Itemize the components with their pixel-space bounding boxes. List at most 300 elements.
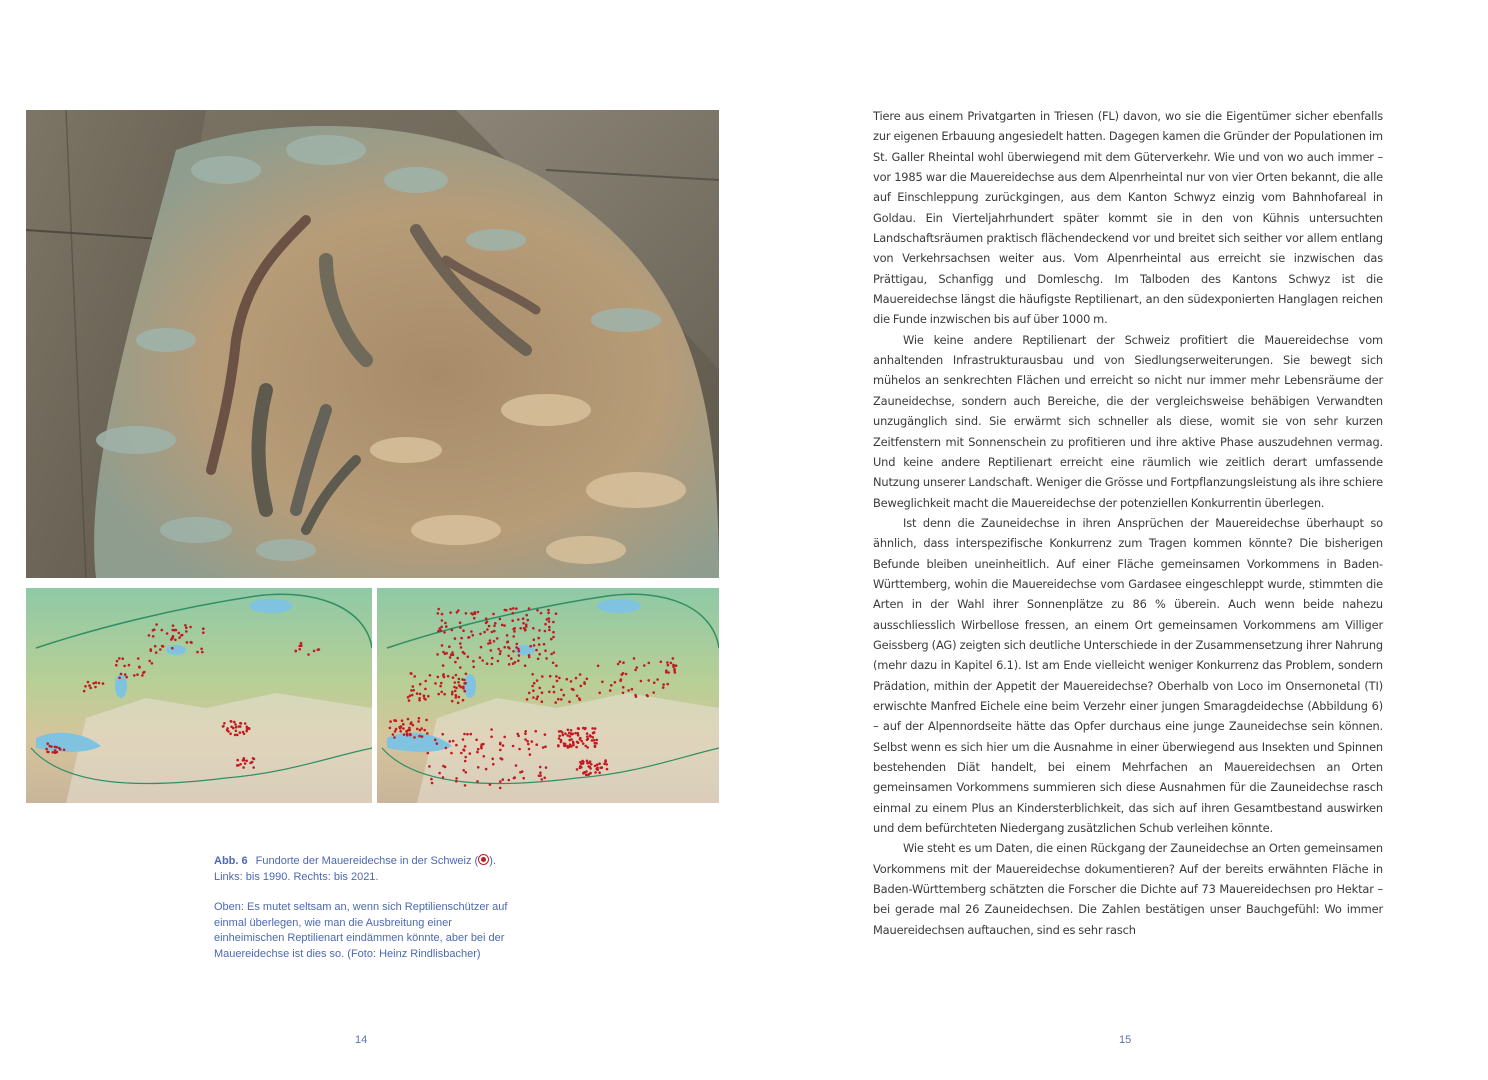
caption-line1-end: ). bbox=[489, 855, 496, 867]
distribution-dot bbox=[437, 676, 440, 679]
distribution-dot bbox=[670, 662, 673, 665]
distribution-dot bbox=[580, 685, 583, 688]
distribution-dot bbox=[583, 683, 586, 686]
distribution-dot bbox=[499, 743, 502, 746]
distribution-dot bbox=[531, 740, 534, 743]
distribution-dot bbox=[120, 673, 123, 676]
distribution-dot bbox=[436, 742, 439, 745]
distribution-dot bbox=[536, 679, 539, 682]
distribution-dot bbox=[506, 634, 509, 637]
distribution-dot bbox=[574, 732, 577, 735]
distribution-dot bbox=[440, 691, 443, 694]
distribution-dot bbox=[95, 681, 98, 684]
distribution-dot bbox=[636, 666, 639, 669]
distribution-dot bbox=[527, 743, 530, 746]
distribution-dot bbox=[460, 752, 463, 755]
distribution-dot bbox=[232, 727, 235, 730]
distribution-dot bbox=[633, 657, 636, 660]
distribution-dot bbox=[512, 745, 515, 748]
distribution-dot bbox=[601, 681, 604, 684]
distribution-dot bbox=[453, 686, 456, 689]
distribution-dot bbox=[617, 663, 620, 666]
distribution-dot bbox=[464, 760, 467, 763]
distribution-dot bbox=[118, 657, 121, 660]
distribution-dot bbox=[450, 752, 453, 755]
distribution-dot bbox=[401, 719, 404, 722]
distribution-dot bbox=[610, 684, 613, 687]
distribution-dot bbox=[455, 674, 458, 677]
distribution-dot bbox=[533, 682, 536, 685]
distribution-dot bbox=[178, 632, 181, 635]
distribution-dot bbox=[483, 631, 486, 634]
distribution-dot bbox=[118, 677, 121, 680]
distribution-dot bbox=[665, 669, 668, 672]
distribution-dot bbox=[558, 735, 561, 738]
distribution-dot bbox=[481, 659, 484, 662]
distribution-dot bbox=[470, 630, 473, 633]
distribution-dot bbox=[451, 629, 454, 632]
distribution-dot bbox=[521, 770, 524, 773]
distribution-dot bbox=[512, 612, 515, 615]
distribution-dot bbox=[567, 729, 570, 732]
distribution-dot bbox=[656, 678, 659, 681]
distribution-dot bbox=[151, 662, 154, 665]
distribution-dot bbox=[543, 643, 546, 646]
distribution-dot bbox=[586, 760, 589, 763]
distribution-dot bbox=[442, 664, 445, 667]
distribution-dot bbox=[509, 608, 512, 611]
distribution-dot bbox=[584, 728, 587, 731]
distribution-dot bbox=[541, 700, 544, 703]
distribution-dot bbox=[234, 734, 237, 737]
distribution-dot bbox=[393, 736, 396, 739]
distribution-dot bbox=[389, 727, 392, 730]
distribution-dot bbox=[46, 742, 49, 745]
distribution-dot bbox=[393, 719, 396, 722]
distribution-dot bbox=[178, 636, 181, 639]
photo-caption: Oben: Es mutet seltsam an, wenn sich Reptilienschützer auf einmal überlegen, wie man die Ausbreitung einer einheimischen Reptilienart eindämmen könnte, aber bei der Mauereidechse ist dies so. (Foto: Heinz Rindlisbacher) bbox=[214, 901, 508, 960]
distribution-dot bbox=[513, 630, 516, 633]
distribution-dot bbox=[245, 760, 248, 763]
distribution-dot bbox=[609, 689, 612, 692]
distribution-dot bbox=[528, 656, 531, 659]
distribution-dot bbox=[492, 613, 495, 616]
distribution-dot bbox=[512, 607, 515, 610]
distribution-dot bbox=[437, 693, 440, 696]
distribution-dot bbox=[499, 749, 502, 752]
distribution-dot bbox=[173, 629, 176, 632]
distribution-dot bbox=[491, 631, 494, 634]
distribution-dot bbox=[517, 735, 520, 738]
distribution-dot bbox=[672, 657, 675, 660]
distribution-dot bbox=[235, 726, 238, 729]
distribution-dot bbox=[589, 734, 592, 737]
distribution-dot bbox=[438, 772, 441, 775]
distribution-dot bbox=[581, 760, 584, 763]
distribution-dot bbox=[88, 684, 91, 687]
distribution-dot bbox=[234, 723, 237, 726]
distribution-dot bbox=[460, 646, 463, 649]
distribution-dot bbox=[394, 730, 397, 733]
distribution-dot bbox=[566, 745, 569, 748]
distribution-dot bbox=[238, 725, 241, 728]
distribution-dot bbox=[501, 624, 504, 627]
distribution-dot bbox=[242, 731, 245, 734]
distribution-dot bbox=[121, 657, 124, 660]
distribution-dot bbox=[444, 622, 447, 625]
distribution-dot bbox=[525, 614, 528, 617]
distribution-dot bbox=[45, 748, 48, 751]
distribution-dot bbox=[239, 731, 242, 734]
map-until-1990 bbox=[26, 588, 372, 803]
distribution-dot bbox=[576, 741, 579, 744]
distribution-dot bbox=[467, 636, 470, 639]
distribution-dot bbox=[591, 727, 594, 730]
distribution-dot bbox=[547, 612, 550, 615]
distribution-dot bbox=[84, 685, 87, 688]
distribution-dot bbox=[538, 653, 541, 656]
distribution-dot bbox=[451, 691, 454, 694]
distribution-dot bbox=[477, 748, 480, 751]
distribution-dot bbox=[449, 740, 452, 743]
distribution-dot bbox=[467, 655, 470, 658]
distribution-dot bbox=[486, 628, 489, 631]
distribution-dot bbox=[524, 664, 527, 667]
distribution-dot bbox=[229, 732, 232, 735]
distribution-dot bbox=[486, 662, 489, 665]
distribution-dot bbox=[438, 627, 441, 630]
distribution-dot bbox=[470, 733, 473, 736]
distribution-dot bbox=[562, 734, 565, 737]
distribution-dot bbox=[412, 685, 415, 688]
distribution-dot bbox=[242, 759, 245, 762]
distribution-dot bbox=[155, 651, 158, 654]
distribution-dot bbox=[457, 702, 460, 705]
distribution-dot bbox=[560, 739, 563, 742]
distribution-dot bbox=[477, 611, 480, 614]
paragraph-1: Tiere aus einem Privatgarten in Triesen (FL) davon, wo sie die Eigentümer sicher ebenfalls zur eigenen Erbauung angesiedelt hatten. Dagegen kamen die Gründer der Populationen im St. Galler Rheintal wohl überwiegend mit dem Güterverkehr. Wie und von wo auch immer – vor 1985 war die Mauereidechse aus dem Alpenrheintal nur von vier Orten bekannt, die alle auf Einschleppung zurückgingen, aus dem Kanton Schwyz einzig vom Bahnhofareal in Goldau. Ein Vierteljahrhundert später kommt sie in den von Kühnis untersuchten Landschaftsräumen praktisch flächendeckend vor und breitet sich seither vor allem entlang von Verkehrsachsen weiter aus. Vom Alpenrheintal aus erreicht sie inzwischen das Prättigau, Schanfigg und Domleschg. Im Talboden des Kantons Schwyz ist die Mauereidechse längst die häufigste Reptilienart, an den südexponierten Hanglagen reichen die Funde inzwischen bis auf über 1000 m. bbox=[873, 109, 1383, 327]
distribution-dot bbox=[553, 691, 556, 694]
distribution-dot bbox=[619, 679, 622, 682]
distribution-dot bbox=[124, 673, 127, 676]
distribution-dot bbox=[442, 765, 445, 768]
distribution-dot bbox=[560, 689, 563, 692]
distribution-dot bbox=[508, 779, 511, 782]
distribution-dot bbox=[529, 753, 532, 756]
distribution-dot bbox=[148, 634, 151, 637]
distribution-dot bbox=[405, 730, 408, 733]
distribution-dot bbox=[251, 761, 254, 764]
distribution-dot bbox=[596, 739, 599, 742]
distribution-dot bbox=[402, 727, 405, 730]
distribution-dot bbox=[452, 654, 455, 657]
distribution-dot bbox=[460, 637, 463, 640]
distribution-dot bbox=[526, 740, 529, 743]
distribution-dot bbox=[423, 697, 426, 700]
distribution-dot bbox=[477, 766, 480, 769]
distribution-dot bbox=[174, 639, 177, 642]
distribution-dot bbox=[502, 778, 505, 781]
distribution-dot bbox=[485, 617, 488, 620]
distribution-dot bbox=[459, 666, 462, 669]
distribution-dot bbox=[442, 673, 445, 676]
distribution-dot bbox=[526, 698, 529, 701]
distribution-dot bbox=[519, 627, 522, 630]
distribution-dot bbox=[647, 679, 650, 682]
distribution-dot bbox=[522, 617, 525, 620]
distribution-dot bbox=[582, 772, 585, 775]
distribution-dot bbox=[550, 653, 553, 656]
distribution-dot bbox=[589, 760, 592, 763]
distribution-dot bbox=[470, 612, 473, 615]
distribution-dot bbox=[223, 722, 226, 725]
distribution-dot bbox=[479, 656, 482, 659]
distribution-dot bbox=[457, 609, 460, 612]
distribution-dot bbox=[503, 736, 506, 739]
distribution-dot bbox=[196, 651, 199, 654]
distribution-dot bbox=[55, 746, 58, 749]
distribution-dot bbox=[515, 646, 518, 649]
distribution-dot bbox=[475, 739, 478, 742]
distribution-dot bbox=[437, 612, 440, 615]
distribution-dot bbox=[517, 618, 520, 621]
distribution-dot bbox=[454, 681, 457, 684]
distribution-dot bbox=[458, 678, 461, 681]
distribution-dot bbox=[252, 766, 255, 769]
distribution-dot bbox=[54, 751, 57, 754]
distribution-dot bbox=[517, 660, 520, 663]
distribution-dot bbox=[465, 612, 468, 615]
distribution-dot bbox=[513, 777, 516, 780]
distribution-dot bbox=[436, 653, 439, 656]
distribution-dot bbox=[392, 733, 395, 736]
distribution-dot bbox=[532, 627, 535, 630]
distribution-dot bbox=[426, 732, 429, 735]
distribution-dot bbox=[503, 646, 506, 649]
distribution-dot bbox=[543, 777, 546, 780]
distribution-dot bbox=[538, 629, 541, 632]
distribution-dot bbox=[552, 621, 555, 624]
distribution-dot bbox=[586, 732, 589, 735]
distribution-dot bbox=[579, 673, 582, 676]
distribution-dot bbox=[417, 720, 420, 723]
distribution-dot bbox=[479, 633, 482, 636]
distribution-dot bbox=[458, 696, 461, 699]
distribution-dot bbox=[557, 744, 560, 747]
distribution-dot bbox=[575, 677, 578, 680]
distribution-dot bbox=[425, 719, 428, 722]
distribution-dot bbox=[252, 757, 255, 760]
distribution-dot bbox=[586, 735, 589, 738]
distribution-dot bbox=[452, 740, 455, 743]
distribution-dot bbox=[473, 617, 476, 620]
distribution-dot bbox=[462, 738, 465, 741]
distribution-dot bbox=[503, 624, 506, 627]
distribution-dot bbox=[541, 675, 544, 678]
distribution-dot bbox=[161, 645, 164, 648]
distribution-dot bbox=[544, 745, 547, 748]
distribution-dot bbox=[667, 664, 670, 667]
distribution-dot bbox=[439, 685, 442, 688]
distribution-dot bbox=[497, 660, 500, 663]
distribution-dot bbox=[666, 683, 669, 686]
distribution-dot bbox=[456, 657, 459, 660]
distribution-dot bbox=[527, 619, 530, 622]
caption-line1: Fundorte der Mauereidechse in der Schweiz ( bbox=[255, 855, 479, 867]
red-dot-icon bbox=[478, 854, 489, 865]
distribution-dot bbox=[449, 656, 452, 659]
distribution-dot bbox=[643, 664, 646, 667]
distribution-dot bbox=[582, 742, 585, 745]
distribution-dot bbox=[185, 626, 188, 629]
distribution-dot bbox=[598, 692, 601, 695]
distribution-dot bbox=[416, 728, 419, 731]
distribution-dot bbox=[418, 717, 421, 720]
distribution-dot bbox=[418, 699, 421, 702]
distribution-dot bbox=[153, 628, 156, 631]
distribution-dot bbox=[83, 690, 86, 693]
distribution-dot bbox=[493, 630, 496, 633]
distribution-dot bbox=[515, 607, 518, 610]
distribution-dot bbox=[434, 682, 437, 685]
distribution-dot bbox=[555, 612, 558, 615]
distribution-dot bbox=[557, 698, 560, 701]
distribution-dot bbox=[570, 738, 573, 741]
distribution-dot bbox=[539, 766, 542, 769]
distribution-dot bbox=[466, 733, 469, 736]
distribution-dot bbox=[313, 650, 316, 653]
distribution-dot bbox=[508, 663, 511, 666]
distribution-dot bbox=[242, 766, 245, 769]
distribution-dot bbox=[488, 625, 491, 628]
distribution-dot bbox=[244, 722, 247, 725]
distribution-dot bbox=[545, 766, 548, 769]
distribution-dot bbox=[89, 687, 92, 690]
distribution-dot bbox=[300, 644, 303, 647]
distribution-dot bbox=[603, 763, 606, 766]
distribution-dot bbox=[455, 777, 458, 780]
distribution-dot bbox=[227, 730, 230, 733]
distribution-dot bbox=[673, 670, 676, 673]
distribution-dot bbox=[455, 744, 458, 747]
distribution-dot bbox=[552, 631, 555, 634]
distribution-dot bbox=[437, 630, 440, 633]
distribution-dot bbox=[455, 780, 458, 783]
distribution-dot bbox=[541, 691, 544, 694]
distribution-dot bbox=[492, 763, 495, 766]
distribution-dot bbox=[424, 680, 427, 683]
distribution-dot bbox=[480, 646, 483, 649]
right-page bbox=[744, 0, 1488, 1080]
distribution-dot bbox=[674, 665, 677, 668]
distribution-dot bbox=[528, 607, 531, 610]
distribution-dot bbox=[499, 757, 502, 760]
distribution-dot bbox=[662, 686, 665, 689]
lizards-photo bbox=[26, 110, 719, 578]
distribution-dot bbox=[570, 680, 573, 683]
distribution-dot bbox=[463, 690, 466, 693]
distribution-dot bbox=[555, 675, 558, 678]
distribution-dot bbox=[531, 685, 534, 688]
distribution-dot bbox=[463, 733, 466, 736]
paragraph-2: Wie keine andere Reptilienart der Schweiz profitiert die Mauereidechse vom anhaltenden Infrastrukturausbau und von Siedlungserweiterungen. Sie bewegt sich mühelos an senkrechten Flächen und erreicht so nicht nur immer mehr Lebensräume der Zauneidechse, sondern auch Bereiche, die der vergleichsweise behäbigen Verwandten unzugänglich sind. Sie erwärmt sich schneller als diese, womit sie von sehr kurzen Zeitfenstern mit Sonnenschein zu profitieren und ihre aktive Phase auszudehnen vermag. Und keine andere Reptilienart erreicht eine räumlich wie zeitlich derart umfassende Nutzung unserer Landschaft. Weniger die Grösse und Fortpflanzungsleistung als ihre schiere Beweglichkeit macht die Mauereidechse der potenziellen Konkurrentin überlegen. bbox=[873, 332, 1383, 510]
distribution-dot bbox=[524, 733, 527, 736]
distribution-dot bbox=[532, 696, 535, 699]
distribution-dot bbox=[558, 730, 561, 733]
distribution-dot bbox=[537, 658, 540, 661]
distribution-dot bbox=[448, 645, 451, 648]
distribution-dot bbox=[606, 768, 609, 771]
distribution-dot bbox=[491, 657, 494, 660]
distribution-dot bbox=[239, 763, 242, 766]
distribution-dot bbox=[443, 631, 446, 634]
distribution-dot bbox=[427, 752, 430, 755]
distribution-dot bbox=[504, 609, 507, 612]
distribution-dot bbox=[181, 634, 184, 637]
distribution-dot bbox=[588, 765, 591, 768]
distribution-dot bbox=[235, 730, 238, 733]
distribution-dot bbox=[566, 678, 569, 681]
distribution-dot bbox=[476, 751, 479, 754]
paragraph-4: Wie steht es um Daten, die einen Rückgang der Zauneidechse an Orten gemeinsamen Vorkommens mit der Mauereidechse dokumentieren? Auf der bereits erwähnten Fläche in Baden-Württemberg schätzten die Forscher die Dichte auf 73 Mauereidechsen pro Hektar – bei gerade mal 26 Zauneidechsen. Die Zahlen bestätigen unser Bauchgefühl: Wo immer Mauereidechsen auftauchen, sind es sehr rasch bbox=[873, 841, 1383, 937]
distribution-dot bbox=[499, 780, 502, 783]
distribution-dot bbox=[585, 770, 588, 773]
distribution-dot bbox=[418, 735, 421, 738]
distribution-dot bbox=[233, 721, 236, 724]
distribution-dot bbox=[464, 682, 467, 685]
distribution-dot bbox=[493, 625, 496, 628]
distribution-dot bbox=[125, 676, 128, 679]
distribution-dot bbox=[451, 700, 454, 703]
distribution-dot bbox=[442, 651, 445, 654]
distribution-dot bbox=[586, 739, 589, 742]
distribution-dot bbox=[419, 683, 422, 686]
distribution-dot bbox=[550, 638, 553, 641]
distribution-dot bbox=[424, 688, 427, 691]
distribution-dot bbox=[538, 643, 541, 646]
distribution-dot bbox=[653, 681, 656, 684]
distribution-dot bbox=[115, 664, 118, 667]
distribution-dot bbox=[548, 620, 551, 623]
distribution-dot bbox=[462, 769, 465, 772]
distribution-dot bbox=[87, 681, 90, 684]
distribution-dot bbox=[148, 660, 151, 663]
distribution-dot bbox=[522, 622, 525, 625]
distribution-dot bbox=[537, 637, 540, 640]
distribution-dot bbox=[548, 629, 551, 632]
distribution-dot bbox=[589, 767, 592, 770]
distribution-dot bbox=[443, 693, 446, 696]
distribution-dot bbox=[497, 648, 500, 651]
distribution-dot bbox=[528, 692, 531, 695]
distribution-dot bbox=[94, 686, 97, 689]
distribution-dot bbox=[464, 756, 467, 759]
distribution-dot bbox=[499, 650, 502, 653]
distribution-dot bbox=[449, 611, 452, 614]
distribution-dot bbox=[298, 648, 301, 651]
distribution-dot bbox=[307, 653, 310, 656]
distribution-dot bbox=[410, 672, 413, 675]
distribution-dot bbox=[601, 766, 604, 769]
distribution-dot bbox=[518, 654, 521, 657]
distribution-dot bbox=[485, 768, 488, 771]
distribution-dot bbox=[518, 650, 521, 653]
distribution-dot bbox=[556, 680, 559, 683]
distribution-dot bbox=[430, 778, 433, 781]
distribution-dot bbox=[586, 678, 589, 681]
distribution-dot bbox=[619, 660, 622, 663]
distribution-dot bbox=[152, 635, 155, 638]
